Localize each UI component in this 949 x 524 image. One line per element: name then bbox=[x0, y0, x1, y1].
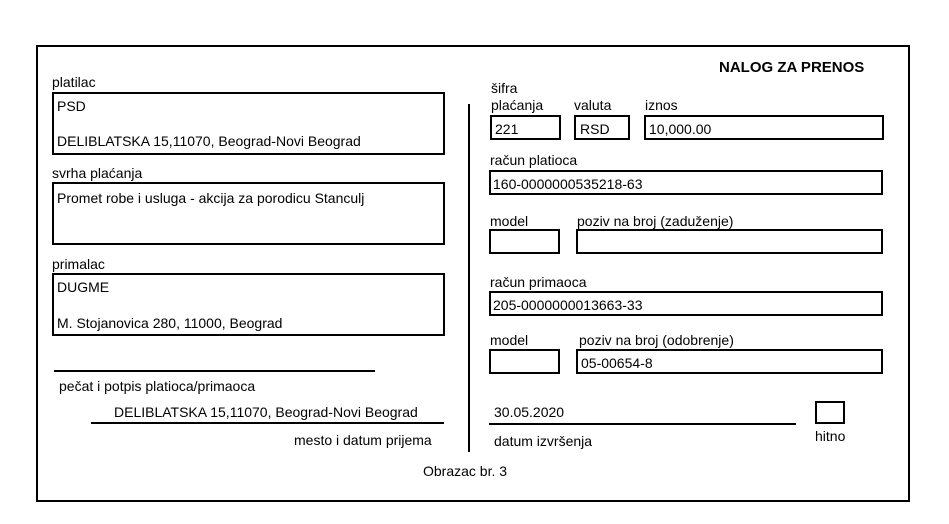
signature-line bbox=[54, 370, 375, 372]
payment-code-label-1: šifra bbox=[491, 80, 518, 96]
currency-value: RSD bbox=[580, 121, 610, 137]
form-title: NALOG ZA PRENOS bbox=[719, 59, 865, 76]
stamp-signature-label: pečat i potpis platioca/primaoca bbox=[59, 378, 256, 394]
model-credit-label: model bbox=[490, 332, 529, 348]
payer-account-field[interactable] bbox=[489, 170, 883, 195]
currency-field[interactable] bbox=[574, 115, 630, 140]
amount-field[interactable] bbox=[644, 115, 884, 140]
payer-account-label: račun platioca bbox=[490, 152, 578, 168]
model-debit-label: model bbox=[490, 213, 529, 229]
credit-reference-value: 05-00654-8 bbox=[581, 355, 653, 371]
purpose-field[interactable] bbox=[52, 182, 445, 245]
place-value: DELIBLATSKA 15,11070, Beograd-Novi Beograd bbox=[114, 404, 418, 420]
purpose-label: svrha plaćanja bbox=[52, 165, 143, 181]
amount-label: iznos bbox=[645, 97, 678, 113]
payer-account-value: 160-0000000535218-63 bbox=[493, 176, 643, 192]
place-line bbox=[91, 422, 444, 424]
recipient-account-field[interactable] bbox=[489, 291, 883, 316]
recipient-label: primalac bbox=[52, 256, 105, 272]
credit-reference-field[interactable] bbox=[576, 349, 883, 374]
credit-reference-label: poziv na broj (odobrenje) bbox=[579, 332, 734, 348]
execution-date-label: datum izvršenja bbox=[494, 433, 593, 449]
recipient-account-value: 205-0000000013663-33 bbox=[493, 297, 643, 313]
model-debit-field[interactable] bbox=[489, 229, 560, 254]
place-date-label: mesto i datum prijema bbox=[294, 432, 432, 448]
payer-name: PSD bbox=[57, 98, 86, 114]
recipient-name: DUGME bbox=[57, 279, 110, 295]
amount-value: 10,000.00 bbox=[649, 121, 712, 137]
execution-date-value: 30.05.2020 bbox=[494, 404, 565, 420]
currency-label: valuta bbox=[574, 97, 612, 113]
urgent-checkbox[interactable] bbox=[815, 401, 845, 424]
payment-code-label-2: plaćanja bbox=[491, 97, 544, 113]
recipient-field[interactable] bbox=[52, 273, 445, 336]
execution-date-line bbox=[489, 423, 796, 425]
column-divider bbox=[468, 104, 470, 452]
debit-reference-label: poziv na broj (zaduženje) bbox=[577, 213, 734, 229]
payer-label: platilac bbox=[52, 74, 96, 90]
payer-field[interactable] bbox=[52, 92, 445, 155]
payment-code-field[interactable] bbox=[490, 115, 561, 140]
recipient-account-label: račun primaoca bbox=[490, 274, 587, 290]
payer-address: DELIBLATSKA 15,11070, Beograd-Novi Beograd bbox=[57, 133, 361, 149]
form-number: Obrazac br. 3 bbox=[423, 463, 508, 479]
debit-reference-field[interactable] bbox=[576, 229, 883, 254]
recipient-address: M. Stojanovica 280, 11000, Beograd bbox=[57, 315, 283, 331]
model-credit-field[interactable] bbox=[489, 349, 560, 374]
purpose-value: Promet robe i usluga - akcija za porodicu Stanculj bbox=[57, 190, 365, 206]
urgent-label: hitno bbox=[815, 428, 846, 444]
payment-code-value: 221 bbox=[495, 121, 519, 137]
